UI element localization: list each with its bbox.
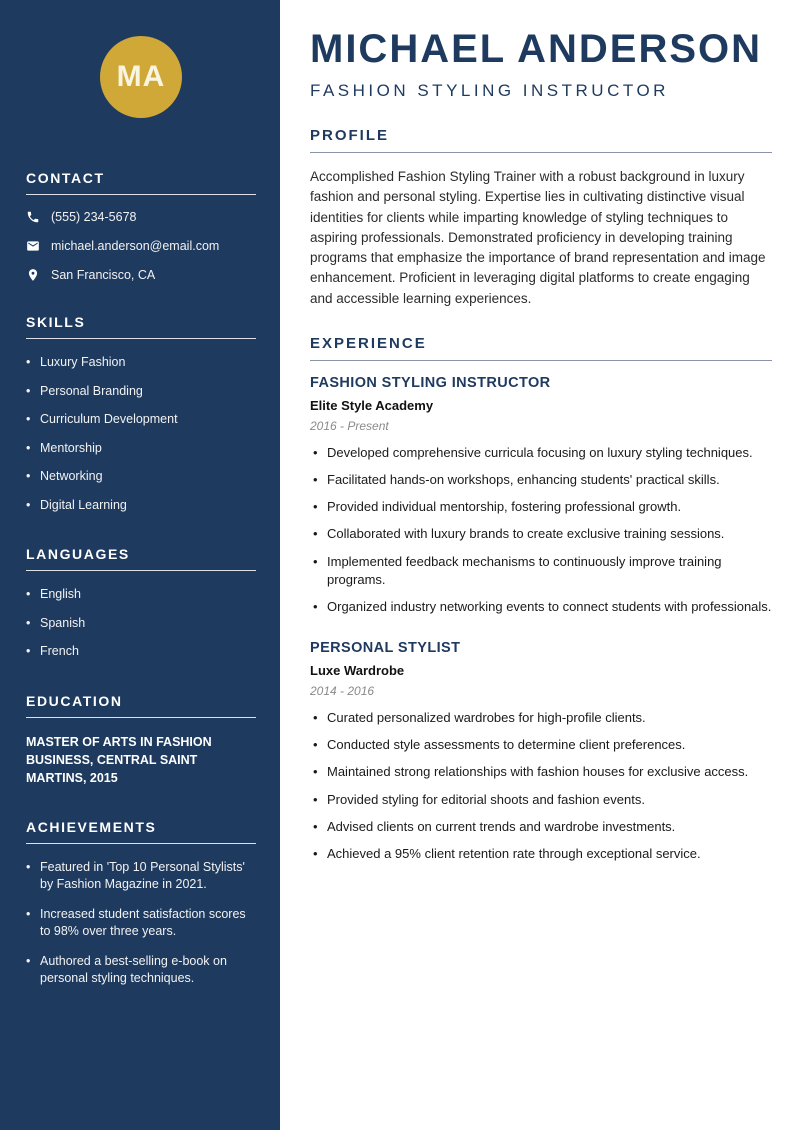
skills-list — [26, 354, 256, 514]
contact-email-value: michael.anderson@email.com — [51, 239, 220, 253]
job-bullet: • Achieved a 95% client retention rate through exceptional service. — [310, 845, 772, 863]
achievements-section — [26, 819, 256, 988]
location-pin-icon — [26, 268, 40, 282]
profile-section — [310, 127, 772, 309]
job-bullet: • Facilitated hands-on workshops, enhancing students' practical skills. — [310, 471, 772, 489]
job-bullet: • Collaborated with luxury brands to create exclusive training sessions. — [310, 525, 772, 543]
experience-section — [310, 335, 772, 863]
achievement-item: • Authored a best-selling e-book on personal styling techniques. — [26, 953, 256, 988]
sidebar — [0, 0, 280, 1130]
languages-section-title: LANGUAGES — [26, 546, 256, 571]
skill-item: • Luxury Fashion — [26, 354, 256, 372]
candidate-name: MICHAEL ANDERSON — [310, 27, 763, 71]
profile-text: Accomplished Fashion Styling Trainer with a robust background in luxury fashion and personal styling. Expertise lies in cultivating distinctive visual identities for clients while imparting knowledge of styling techniques to aspiring professionals. Demonstrated proficiency in developing training programs that emphasize the importance of brand representation and image enhancement. Proficient in leveraging digital platforms to create engaging and accessible learning experiences. — [310, 169, 766, 306]
job-bullet: • Provided individual mentorship, fostering professional growth. — [310, 498, 772, 516]
languages-list — [26, 586, 256, 661]
job-bullet-list — [310, 709, 772, 863]
avatar: MA — [100, 36, 182, 118]
phone-icon — [26, 210, 40, 224]
job-role: PERSONAL STYLIST — [310, 640, 461, 657]
contact-email-row — [26, 239, 256, 253]
skill-item: • Personal Branding — [26, 383, 256, 401]
achievements-list — [26, 859, 256, 988]
candidate-job-title: FASHION STYLING INSTRUCTOR — [310, 81, 669, 100]
skill-item: • Mentorship — [26, 440, 256, 458]
contact-section-title: CONTACT — [26, 170, 256, 195]
experience-job — [310, 640, 772, 863]
languages-section — [26, 546, 256, 661]
skills-section — [26, 314, 256, 514]
skill-item: • Digital Learning — [26, 497, 256, 515]
skill-item: • Curriculum Development — [26, 411, 256, 429]
contact-phone-value: (555) 234-5678 — [51, 210, 137, 224]
skills-section-title: SKILLS — [26, 314, 256, 339]
job-bullet: • Advised clients on current trends and wardrobe investments. — [310, 818, 772, 836]
education-section — [26, 693, 256, 787]
job-bullet: • Curated personalized wardrobes for high-profile clients. — [310, 709, 772, 727]
language-item: • Spanish — [26, 615, 256, 633]
contact-location-value: San Francisco, CA — [51, 268, 156, 282]
job-company: Elite Style Academy — [310, 397, 434, 413]
profile-section-title: PROFILE — [310, 127, 772, 153]
job-dates: 2016 - Present — [310, 418, 389, 433]
contact-location-row — [26, 268, 256, 282]
contact-phone-row — [26, 210, 256, 224]
job-company: Luxe Wardrobe — [310, 663, 405, 679]
avatar-container — [26, 36, 256, 118]
achievement-item: • Featured in 'Top 10 Personal Stylists' by Fashion Magazine in 2021. — [26, 859, 256, 894]
achievement-item: • Increased student satisfaction scores to 98% over three years. — [26, 906, 256, 941]
job-role: FASHION STYLING INSTRUCTOR — [310, 374, 551, 391]
job-bullet-list — [310, 444, 772, 616]
job-bullet: • Implemented feedback mechanisms to continuously improve training programs. — [310, 553, 772, 589]
job-bullet: • Conducted style assessments to determine client preferences. — [310, 736, 772, 754]
job-bullet: • Developed comprehensive curricula focusing on luxury styling techniques. — [310, 444, 772, 462]
job-bullet: • Maintained strong relationships with fashion houses for exclusive access. — [310, 763, 772, 781]
job-bullet: • Provided styling for editorial shoots and fashion events. — [310, 791, 772, 809]
email-icon — [26, 239, 40, 253]
education-degree: MASTER OF ARTS IN FASHION BUSINESS, CENTRAL SAINT MARTINS, 2015 — [26, 734, 212, 785]
job-bullet: • Organized industry networking events to connect students with professionals. — [310, 598, 772, 616]
job-dates: 2014 - 2016 — [310, 684, 375, 699]
achievements-section-title: ACHIEVEMENTS — [26, 819, 256, 844]
main-content — [280, 0, 800, 1130]
language-item: • French — [26, 643, 256, 661]
skill-item: • Networking — [26, 468, 256, 486]
experience-section-title: EXPERIENCE — [310, 335, 772, 361]
contact-section — [26, 170, 256, 282]
experience-job — [310, 375, 772, 616]
education-section-title: EDUCATION — [26, 693, 256, 718]
language-item: • English — [26, 586, 256, 604]
